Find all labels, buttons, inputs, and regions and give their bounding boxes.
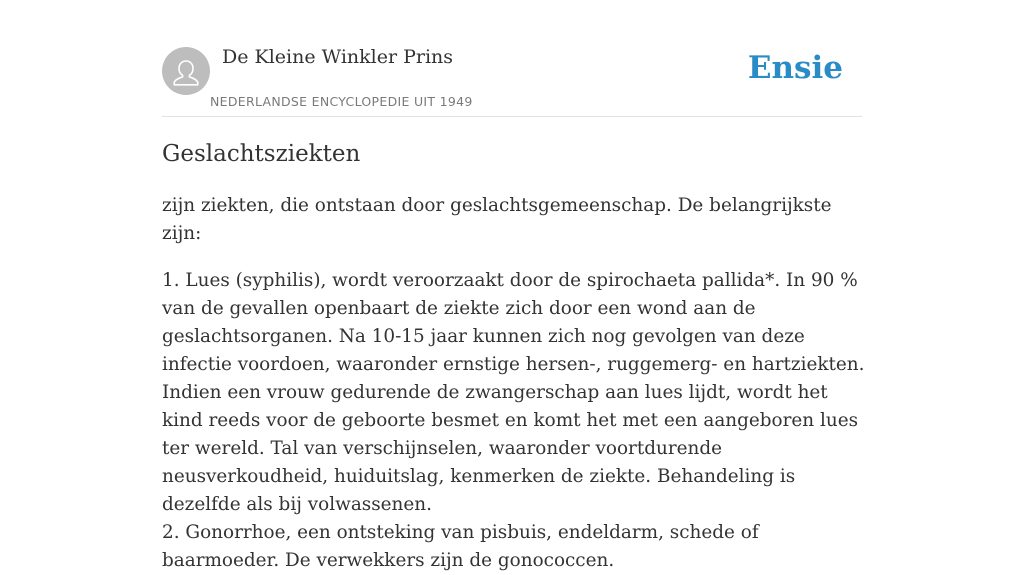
brand-logo[interactable]: Ensie xyxy=(747,50,843,86)
article-item-gonorrhoe: 2. Gonorrhoe, een ontsteking van pisbuis, endeldarm, schede of baarmoeder. De verwekkers zijn de gonococcen. xyxy=(162,522,759,571)
article-intro: zijn ziekten, die ontstaan door geslachtsgemeenschap. De belangrijkste zijn: xyxy=(162,195,832,244)
article-title: Geslachtsziekten xyxy=(162,141,361,167)
author-avatar[interactable] xyxy=(162,47,210,95)
author-subtitle: NEDERLANDSE ENCYCLOPEDIE UIT 1949 xyxy=(210,94,473,109)
article-item-lues: 1. Lues (syphilis), wordt veroorzaakt door de spirochaeta pallida*. In 90 % van de gevallen openbaart de ziekte zich door een wond aan de geslachtsorganen. Na 10-15 jaar kunnen zich nog gevolgen van deze infectie voordoen, waaronder ernstige hersen-, ruggemerg- en hartziekten. Indien een vrouw gedurende de zwangerschap aan lues lijdt, wordt het kind reeds voor de geboorte besmet en komt het met een aangeboren lues ter wereld. Tal van verschijnselen, waaronder voortdurende neusverkoudheid, huiduitslag, kenmerken de ziekte. Behandeling is dezelfde als bij volwassenen. xyxy=(162,270,865,515)
user-silhouette-icon xyxy=(162,47,210,95)
article-body xyxy=(162,192,866,575)
author-name[interactable]: De Kleine Winkler Prins xyxy=(222,46,454,68)
page-container xyxy=(162,0,865,571)
page-header xyxy=(162,0,862,117)
